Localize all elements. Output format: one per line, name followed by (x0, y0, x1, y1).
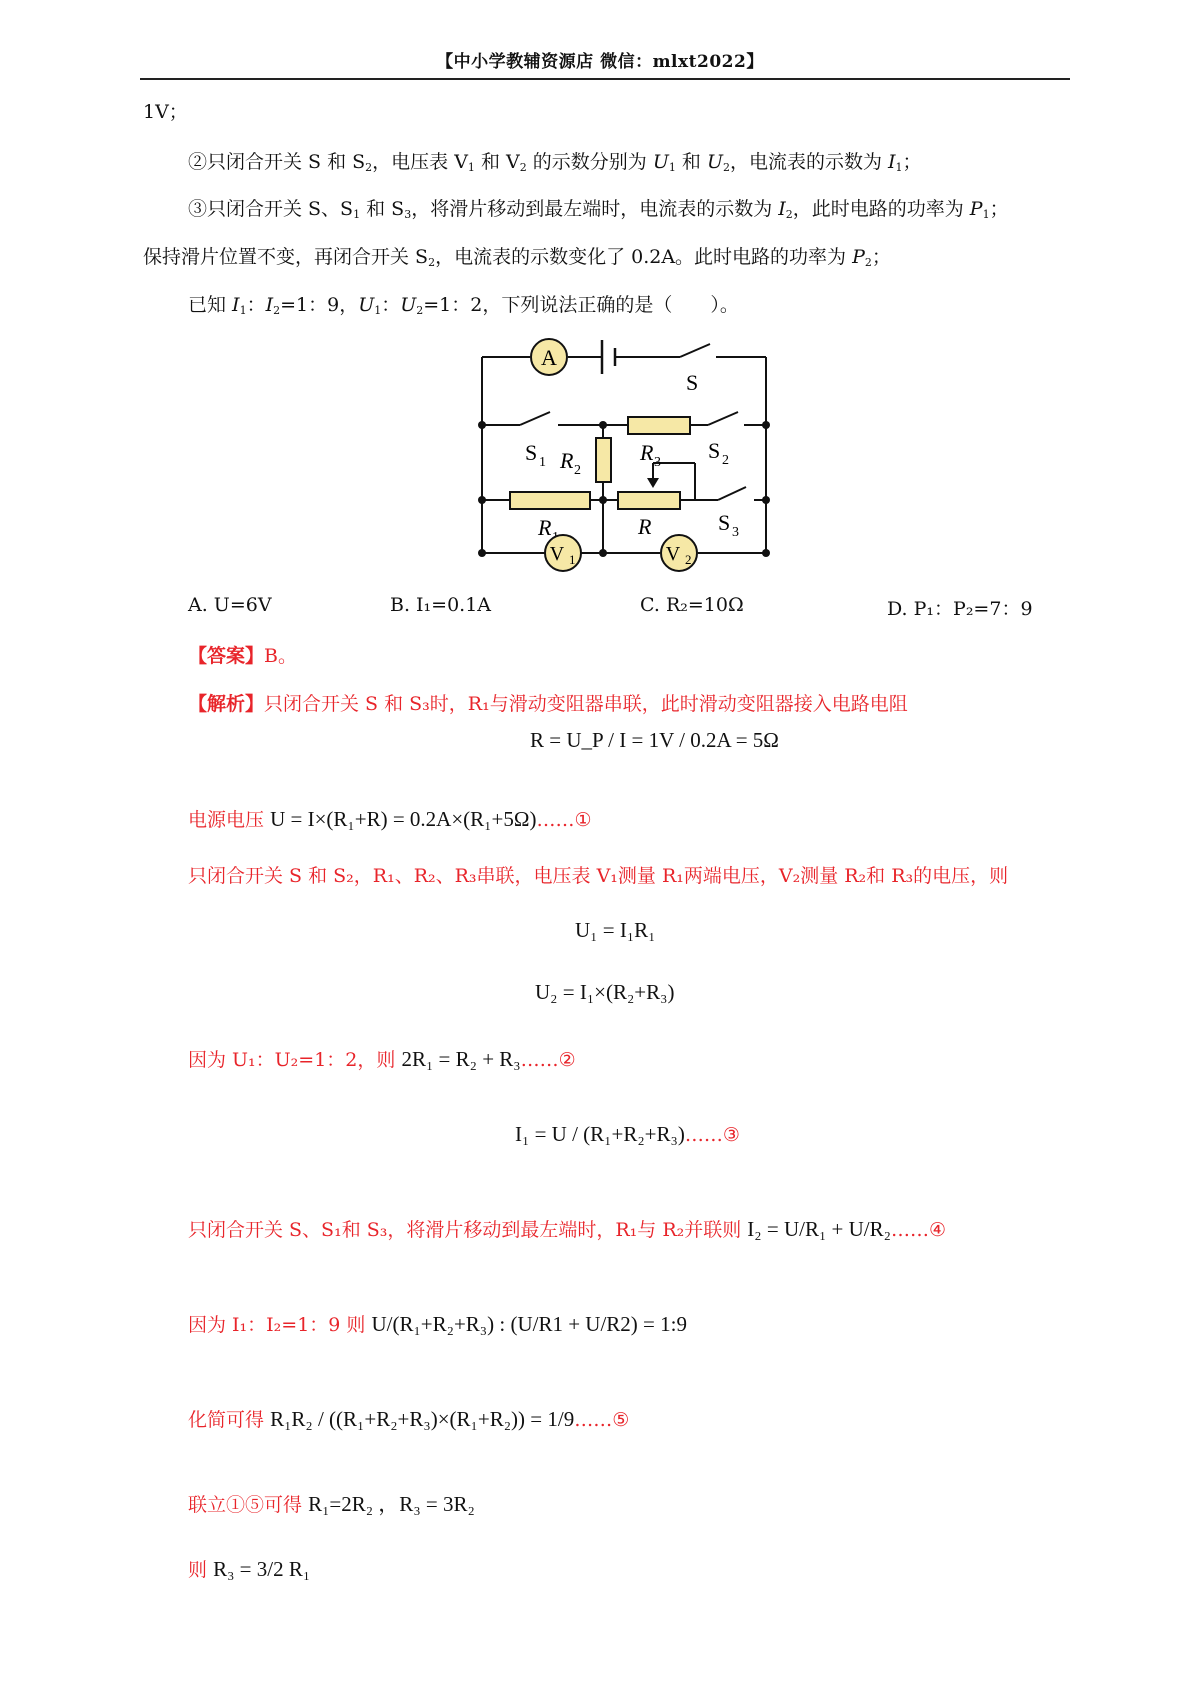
then-text: 则 R₃ = 3/2 R₁ (188, 1557, 311, 1581)
svg-text:2: 2 (685, 552, 692, 567)
svg-text:R: R (638, 514, 652, 539)
page-header: 【中小学教辅资源店 微信：mlxt2022】 (436, 52, 764, 72)
series-text: 只闭合开关 S 和 S₂，R₁、R₂、R₃串联，电压表 V₁测量 R₁两端电压，V₂测量 R₂和 R₃的电压，则 (188, 865, 1009, 887)
question-given: 已知 $I_1$：$I_2=1$：9，$U_1$：$U_2=1$：2，下列说法正确的是（ ）。 (188, 294, 739, 317)
svg-text:R: R (560, 448, 574, 473)
eq-r: R = U_P / I = 1V / 0.2A = 5Ω (530, 728, 779, 752)
option-d: D. P₁：P₂=7：9 (887, 598, 1033, 620)
header-divider (140, 78, 1070, 80)
analysis-intro: 【解析】只闭合开关 S 和 S₃时，R₁与滑动变阻器串联，此时滑动变阻器接入电路电阻 (188, 693, 908, 715)
svg-text:1: 1 (539, 455, 546, 470)
ratio-text: 因为 U₁：U₂=1：2，则 2R₁ = R₂ + R₃……② (188, 1047, 576, 1071)
joint-text: 联立①⑤可得 R₁=2R₂ ，R₃ = 3R₂ (188, 1492, 475, 1516)
question-step-3-cont: 保持滑片位置不变，再闭合开关 $S_2$，电流表的示数变化了 0.2A。此时电路的功率为 $P_2$； (143, 246, 891, 269)
svg-text:S: S (718, 510, 731, 535)
question-step-3: ③只闭合开关 S、$S_1$ 和 $S_3$，将滑片移动到最左端时，电流表的示数为 $I_2$，此时电路的功率为 $P_1$； (188, 198, 1009, 221)
text-1v: 1V； (143, 101, 188, 123)
svg-text:1: 1 (569, 552, 576, 567)
svg-text:R: R (640, 440, 654, 465)
answer: 【答案】B。 (188, 645, 297, 667)
ammeter-label: A (541, 345, 557, 370)
source-voltage: 电源电压 U = I×(R₁+R) = 0.2A×(R₁+5Ω)……① (188, 807, 592, 831)
eq-u1: U₁ = I₁R₁ (575, 918, 656, 942)
option-a: A. U=6V (188, 594, 272, 616)
eq-i1: I₁ = U / (R₁+R₂+R₃)……③ (515, 1122, 740, 1146)
svg-text:S: S (525, 440, 538, 465)
ratio2-text: 因为 I₁：I₂=1：9 则 U/(R₁+R₂+R₃) : (U/R1 + U/R2) = 1:9 (188, 1312, 687, 1336)
svg-text:2: 2 (722, 453, 729, 468)
eq-u2: U₂ = I₁×(R₂+R₃) (535, 980, 675, 1004)
svg-text:S: S (686, 370, 699, 395)
svg-text:V: V (549, 543, 565, 565)
svg-text:3: 3 (654, 455, 661, 470)
circuit-diagram (470, 330, 780, 580)
question-step-2: ②只闭合开关 S 和 $S_2$，电压表 $V_1$ 和 $V_2$ 的示数分别为 $U_1$ 和 $U_2$，电流表的示数为 $I_1$； (188, 151, 922, 174)
option-c: C. R₂=10Ω (640, 594, 744, 616)
svg-text:S: S (708, 438, 721, 463)
svg-text:2: 2 (574, 463, 581, 478)
simplify-text: 化简可得 R₁R₂ / ((R₁+R₂+R₃)×(R₁+R₂)) = 1/9……⑤ (188, 1407, 630, 1431)
parallel-text: 只闭合开关 S、S₁和 S₃，将滑片移动到最左端时，R₁与 R₂并联则 I₂ = U/R₁ + U/R₂……④ (188, 1217, 947, 1241)
svg-text:3: 3 (732, 525, 739, 540)
svg-text:R: R (538, 515, 552, 540)
svg-text:V: V (665, 543, 681, 565)
option-b: B. I₁=0.1A (390, 594, 492, 616)
